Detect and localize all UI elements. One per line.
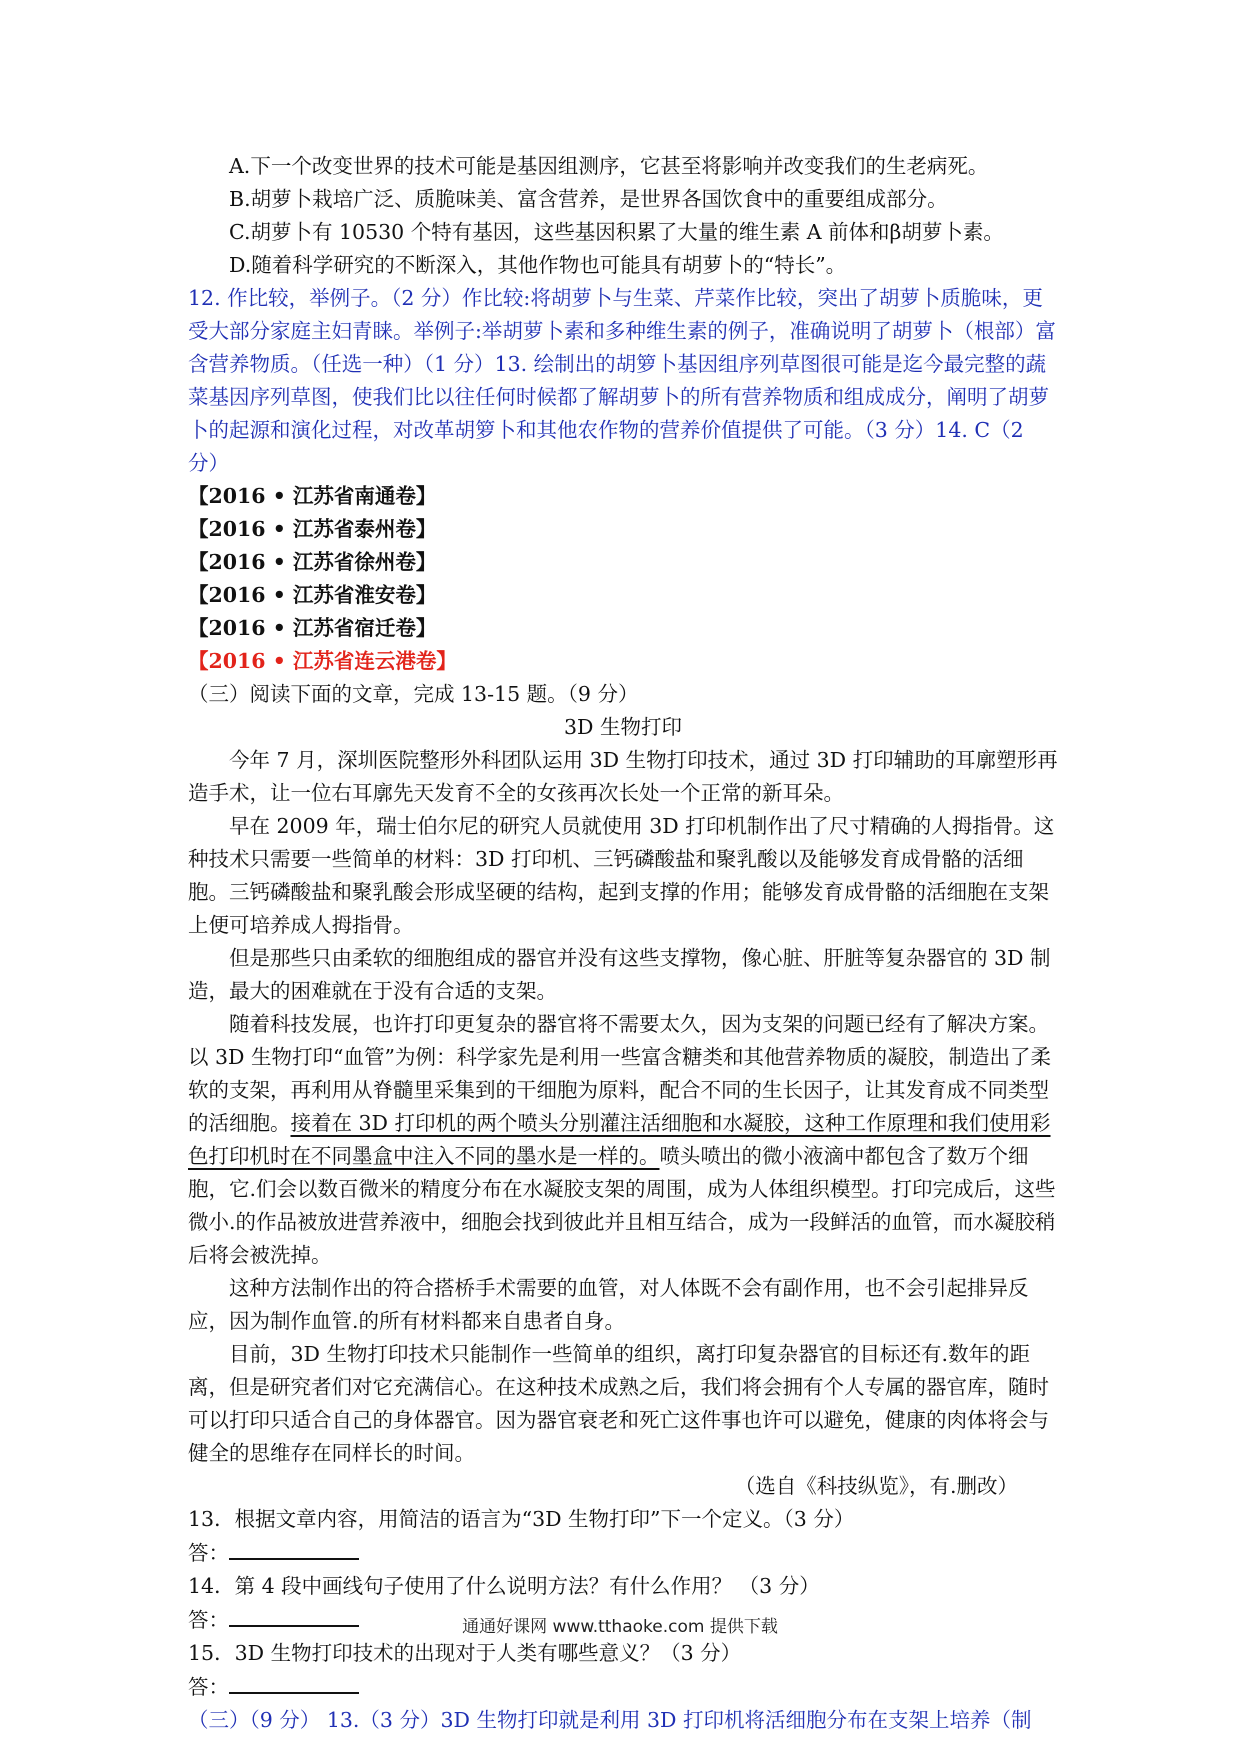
article-source: （选自《科技纵览》，有.删改） xyxy=(734,1474,1018,1498)
question-15: 15．3D 生物打印技术的出现对于人类有哪些意义？（3 分） xyxy=(188,1641,742,1665)
exam-heading: 【2016 • 江苏省淮安卷】 xyxy=(188,583,437,607)
article-paragraph-5: 这种方法制作出的符合搭桥手术需要的血管，对人体既不会有副作用，也不会引起排异反应，因为制作血管.的所有材料都来自患者自身。 xyxy=(188,1276,1029,1333)
answer-line-15 xyxy=(188,1670,1058,1704)
section-intro: （三）阅读下面的文章，完成 13-15 题。（9 分） xyxy=(188,682,639,706)
answer-block: 12. 作比较，举例子。（2 分）作比较:将胡萝卜与生菜、芹菜作比较，突出了胡萝卜质脆味，更受大部分家庭主妇青睐。举例子:举胡萝卜素和多种维生素的例子，准确说明了胡萝卜（根部）富含营养物质。（任选一种）（1 分）13. 绘制出的胡箩卜基因组序列草图很可能是迄今最完整的蔬菜基因序列草图，使我们比以往任何时候都了解胡萝卜的所有营养物质和组成成分，阐明了胡萝卜的起源和演化过程，对改革胡箩卜和其他农作物的营养价值提供了可能。（3 分）14. C（2 分） xyxy=(188,286,1056,475)
article-paragraph-2: 早在 2009 年，瑞士伯尔尼的研究人员就使用 3D 打印机制作出了尺寸精确的人拇指骨。这种技术只需要一些简单的材料：3D 打印机、三钙磷酸盐和聚乳酸以及能够发育成骨骼的活细胞。三钙磷酸盐和聚乳酸会形成坚硬的结构，起到支撑的作用；能够发育成骨骼的活细胞在支架上便可培养成人拇指骨。 xyxy=(188,814,1055,937)
option-b: B.胡萝卜栽培广泛、质脆味美、富含营养，是世界各国饮食中的重要组成部分。 xyxy=(229,187,948,211)
page-footer: 通通好课网 www.tthaoke.com 提供下载 xyxy=(462,1617,778,1637)
exam-heading: 【2016 • 江苏省泰州卷】 xyxy=(188,517,437,541)
option-d: D.随着科学研究的不断深入，其他作物也可能具有胡萝卜的“特长”。 xyxy=(229,253,847,277)
answer-label: 答： xyxy=(188,1675,229,1699)
answer-label: 答： xyxy=(188,1608,229,1632)
article-title: 3D 生物打印 xyxy=(564,715,682,739)
answer-blank[interactable] xyxy=(229,1536,359,1560)
exam-heading: 【2016 • 江苏省南通卷】 xyxy=(188,484,437,508)
article-paragraph-3: 但是那些只由柔软的细胞组成的器官并没有这些支撑物，像心脏、肝脏等复杂器官的 3D 制造，最大的困难就在于没有合适的支架。 xyxy=(188,946,1051,1003)
exam-heading: 【2016 • 江苏省徐州卷】 xyxy=(188,550,437,574)
underlined-sentence: 接着在 3D 打印机的两个喷头分别灌注活细胞和水凝胶，这种工作原理和我们使用彩色打印机时在不同墨盒中注入不同的墨水是一样的。 xyxy=(188,1111,1051,1168)
page-content xyxy=(188,150,1058,1737)
answer-line-13 xyxy=(188,1536,1058,1570)
answer-section-3: （三）（9 分） 13.（3 分）3D 生物打印就是利用 3D 打印机将活细胞分布在支架上培养（制 xyxy=(188,1708,1032,1732)
paragraph-4-after: 喷头喷出的微小液滴中都包含了数万个细胞，它.们会以数百微米的精度分布在水凝胶支架的周围，成为人体组织模型。打印完成后，这些微小.的作品被放进营养液中，细胞会找到彼此并且相互结合，成为一段鲜活的血管，而水凝胶稍后将会被洗掉。 xyxy=(188,1144,1056,1267)
option-c: C.胡萝卜有 10530 个特有基因，这些基因积累了大量的维生素 A 前体和β胡萝卜素。 xyxy=(229,220,1004,244)
exam-heading: 【2016 • 江苏省宿迁卷】 xyxy=(188,616,437,640)
article-paragraph-4 xyxy=(188,1008,1058,1272)
answer-blank[interactable] xyxy=(229,1670,359,1694)
article-paragraph-6: 目前，3D 生物打印技术只能制作一些简单的组织，离打印复杂器官的目标还有.数年的距离，但是研究者们对它充满信心。在这种技术成熟之后，我们将会拥有个人专属的器官库，随时可以打印只适合自己的身体器官。因为器官衰老和死亡这件事也许可以避免，健康的肉体将会与健全的思维存在同样长的时间。 xyxy=(188,1342,1049,1465)
option-a: A.下一个改变世界的技术可能是基因组测序，它甚至将影响并改变我们的生老病死。 xyxy=(229,154,989,178)
article-paragraph-1: 今年 7 月，深圳医院整形外科团队运用 3D 生物打印技术，通过 3D 打印辅助的耳廓塑形再造手术，让一位右耳廓先天发育不全的女孩再次长处一个正常的新耳朵。 xyxy=(188,748,1058,805)
paragraph-4-before: 随着科技发展，也许打印更复杂的器官将不需要太久，因为支架的问题已经有了解决方案。以 3D 生物打印“血管”为例：科学家先是利用一些富含糖类和其他营养物质的凝胶，制造出了柔软的支架，再利用从脊髓里采集到的干细胞为原料，配合不同的生长因子，让其发育成不同类型的活细胞。 xyxy=(188,1012,1051,1135)
question-13: 13．根据文章内容，用简洁的语言为“3D 生物打印”下一个定义。（3 分） xyxy=(188,1507,855,1531)
answer-label: 答： xyxy=(188,1541,229,1565)
question-14: 14．第 4 段中画线句子使用了什么说明方法？有什么作用？ （3 分） xyxy=(188,1574,820,1598)
current-exam-heading: 【2016 • 江苏省连云港卷】 xyxy=(188,649,457,673)
